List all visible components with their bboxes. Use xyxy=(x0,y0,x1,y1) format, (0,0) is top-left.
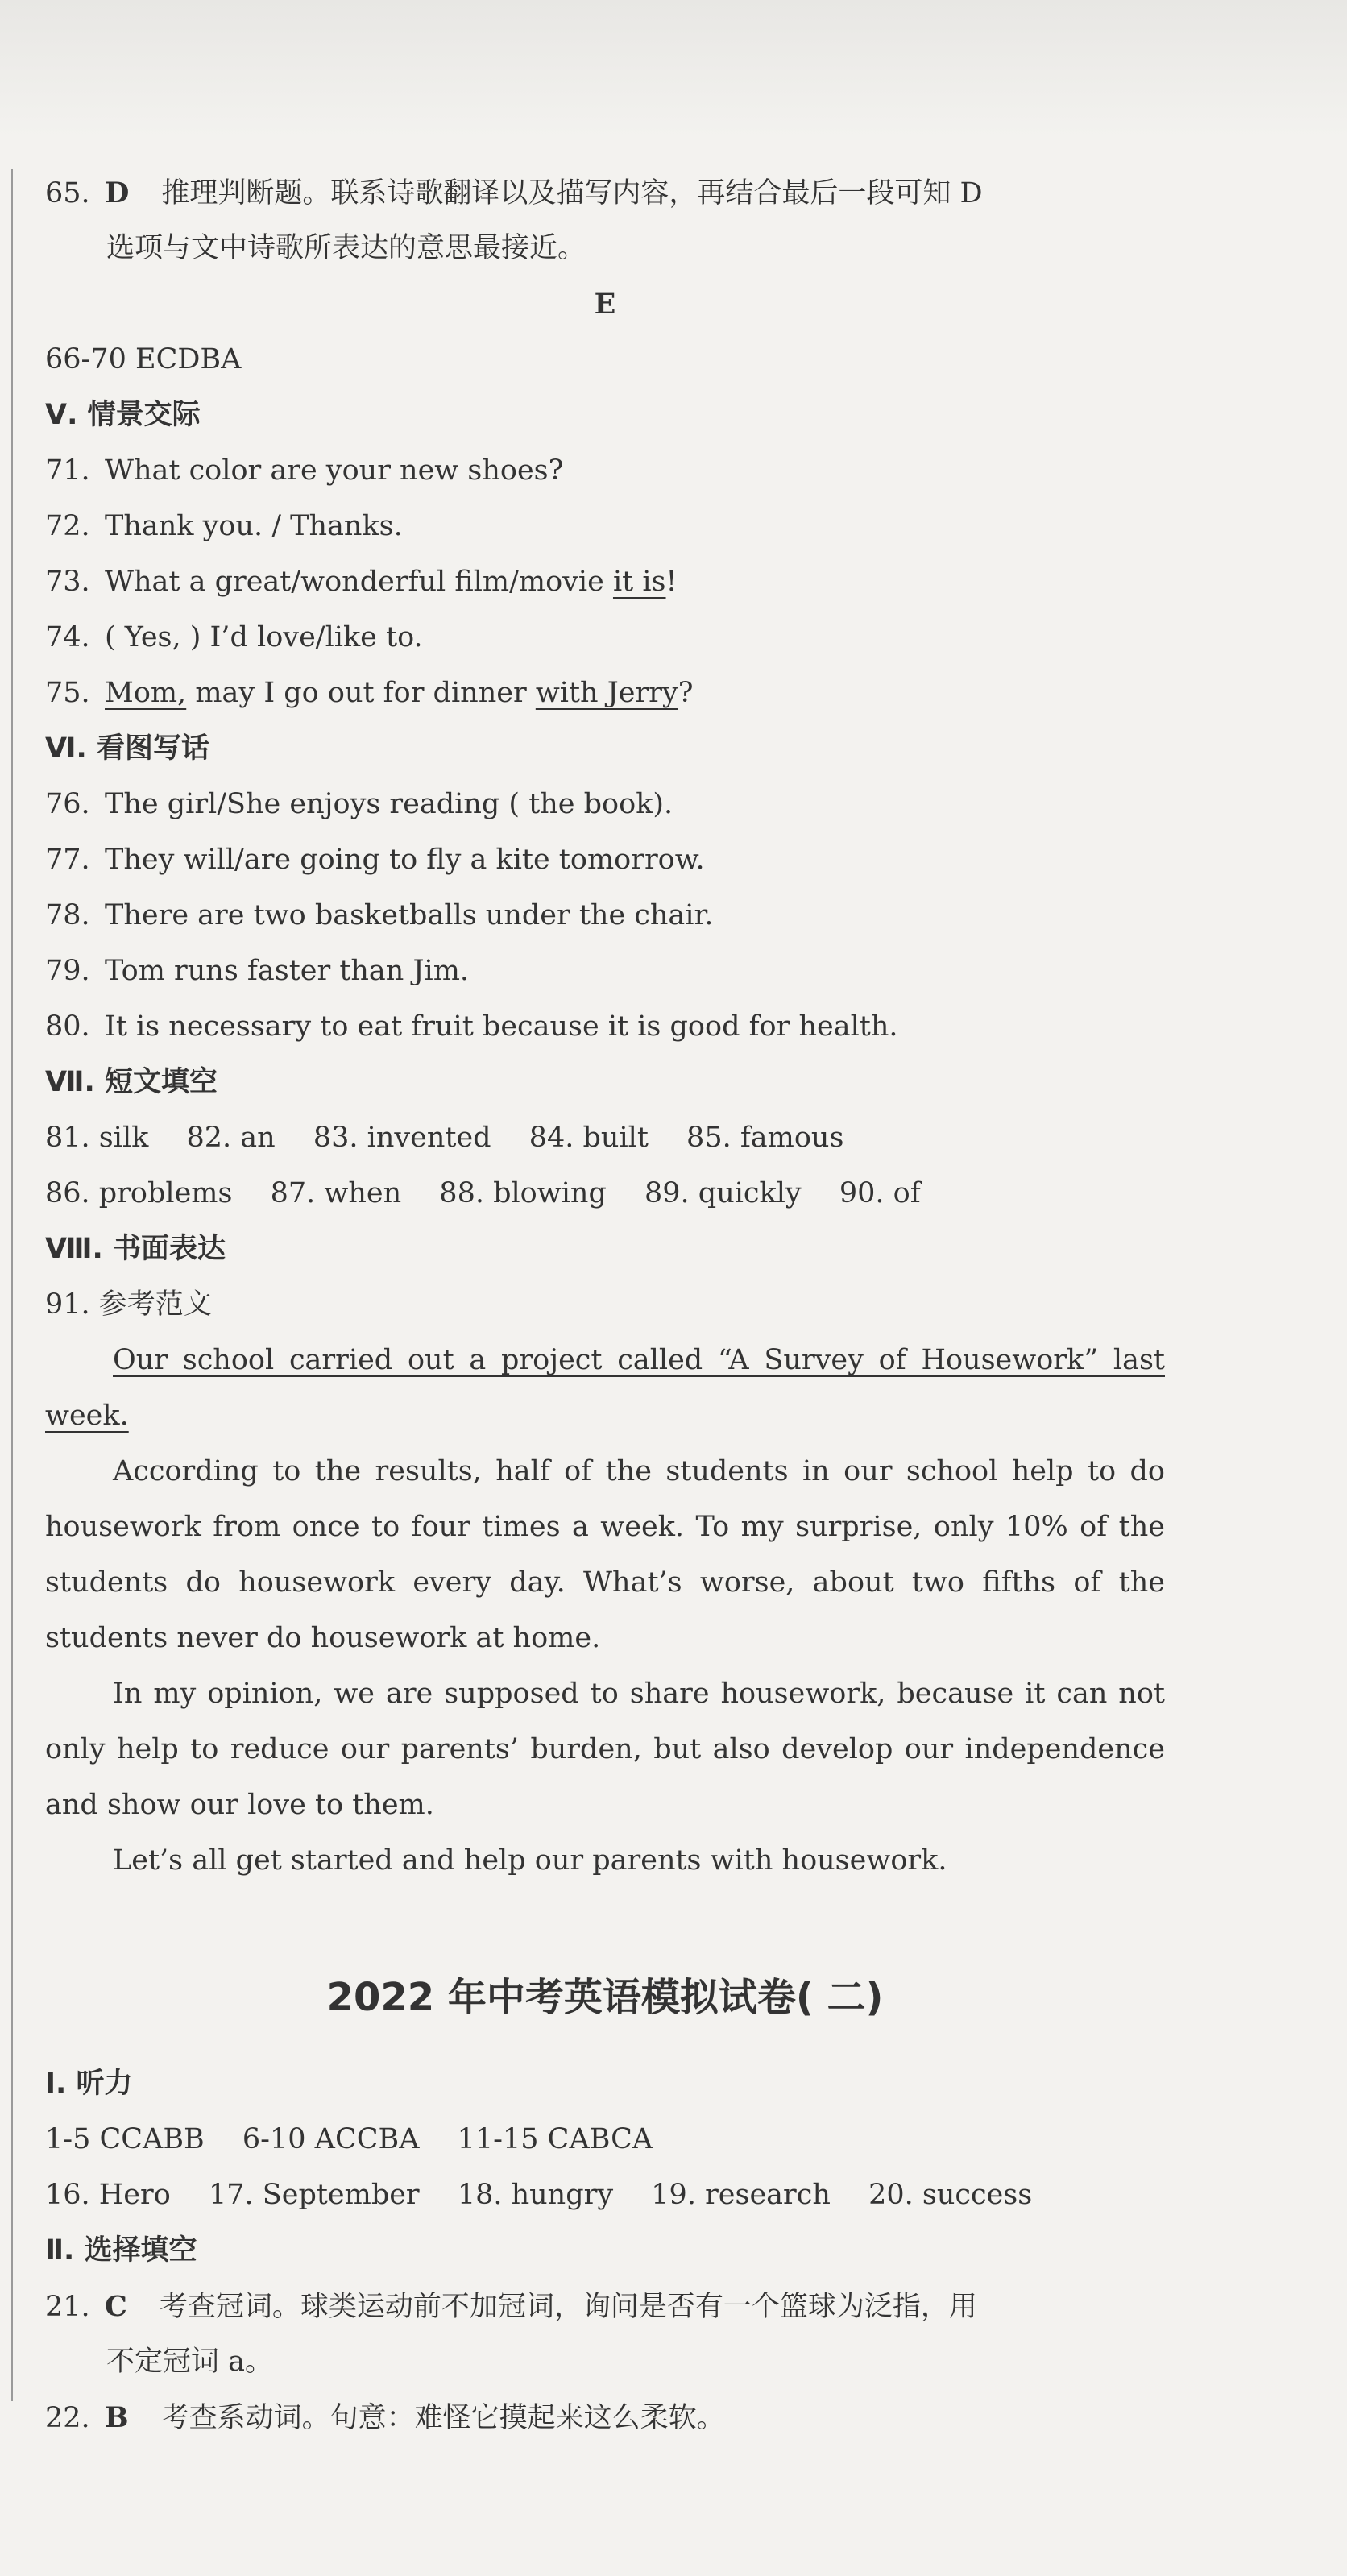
question-number: 21. xyxy=(45,2291,90,2323)
section-8-heading: Ⅷ. 书面表达 xyxy=(45,1233,226,1265)
answer-71 xyxy=(45,443,1165,499)
answer-21 xyxy=(45,2279,1165,2334)
essay-paragraph-4: Let’s all get started and help our parents with housework. xyxy=(113,1844,947,1877)
answer-65 xyxy=(45,165,1165,221)
punctuation: ? xyxy=(678,677,694,709)
answer-72 xyxy=(45,499,1165,554)
question-number: 71. xyxy=(45,454,90,487)
answer-letter: C xyxy=(105,2290,127,2323)
question-number: 65. xyxy=(45,177,90,209)
listening-heading: Ⅰ. 听力 xyxy=(45,2068,133,2100)
answer-item: 87. when xyxy=(270,1177,402,1209)
answer-item: 83. invented xyxy=(313,1122,491,1154)
answer-item: 20. success xyxy=(868,2179,1033,2211)
answer-item: 6-10 ACCBA xyxy=(242,2123,420,2155)
question-number: 72. xyxy=(45,510,90,542)
answer-22 xyxy=(45,2390,1165,2445)
answer-item: 19. research xyxy=(651,2179,831,2211)
answer-75 xyxy=(45,666,1165,721)
sample-essay-label: 91. 参考范文 xyxy=(45,1288,212,1321)
answer-item: 85. famous xyxy=(686,1122,844,1154)
essay-paragraph-3: In my opinion, we are supposed to share housework, because it can not only help to reduce our parents’ burden, but also develop our independence and show our love to them. xyxy=(45,1678,1165,1821)
answer-item: 82. an xyxy=(186,1122,276,1154)
essay-paragraph-1 xyxy=(45,1333,1165,1444)
answer-text: It is necessary to eat fruit because it is good for health. xyxy=(105,1010,898,1043)
scan-top-shadow xyxy=(0,0,1347,137)
answer-73 xyxy=(45,554,1165,610)
answer-item: 16. Hero xyxy=(45,2179,171,2211)
choice-heading: Ⅱ. 选择填空 xyxy=(45,2234,197,2267)
explanation: 推理判断题。联系诗歌翻译以及描写内容，再结合最后一段可知 D xyxy=(161,177,983,209)
question-number: 73. xyxy=(45,566,90,598)
answer-text: There are two basketballs under the chair. xyxy=(105,899,714,931)
underlined-text: Mom, xyxy=(105,677,187,709)
answer-text: ( Yes, ) I’d love/like to. xyxy=(105,621,423,653)
question-number: 79. xyxy=(45,955,90,987)
question-number: 75. xyxy=(45,677,90,709)
section-5-heading: Ⅴ. 情景交际 xyxy=(45,399,201,431)
explanation-cont: 选项与文中诗歌所表达的意思最接近。 xyxy=(106,232,586,264)
answer-text: Thank you. / Thanks. xyxy=(105,510,403,542)
answer-text: What color are your new shoes? xyxy=(105,454,564,487)
answer-78 xyxy=(45,888,1165,944)
essay-paragraph-2: According to the results, half of the students in our school help to do housework from once to four times a week. To my surprise, only 10% of the students do housework every day. What’s worse, about two fifths of the students never do housework at home. xyxy=(45,1455,1165,1654)
explanation-cont: 不定冠词 a。 xyxy=(106,2346,273,2378)
answers-81-85 xyxy=(45,1110,1165,1166)
question-number: 80. xyxy=(45,1010,90,1043)
answer-item: 86. problems xyxy=(45,1177,233,1209)
section-6-heading: Ⅵ. 看图写话 xyxy=(45,732,209,765)
underlined-text: with Jerry xyxy=(535,677,678,709)
answer-65-cont xyxy=(45,221,1165,276)
underlined-topic-sentence: Our school carried out a project called “A Survey of Housework” last week. xyxy=(45,1344,1165,1432)
answer-text: The girl/She enjoys reading ( the book). xyxy=(105,788,674,820)
answer-text: may I go out for dinner xyxy=(186,677,536,709)
margin-rule xyxy=(11,169,13,2401)
answer-item: 81. silk xyxy=(45,1122,149,1154)
answer-content xyxy=(45,165,1165,2445)
answer-text: What a great/wonderful film/movie xyxy=(105,566,613,598)
answer-80 xyxy=(45,999,1165,1055)
answer-item: 11-15 CABCA xyxy=(457,2123,653,2155)
answer-item: 17. September xyxy=(208,2179,420,2211)
question-number: 78. xyxy=(45,899,90,931)
answer-text: They will/are going to fly a kite tomorrow. xyxy=(105,844,705,876)
explanation: 考查冠词。球类运动前不加冠词，询问是否有一个篮球为泛指，用 xyxy=(159,2291,977,2323)
answer-item: 90. of xyxy=(839,1177,921,1209)
answer-item: 84. built xyxy=(528,1122,649,1154)
part-e-answers: 66-70 ECDBA xyxy=(45,343,242,375)
answer-77 xyxy=(45,832,1165,888)
question-number: 77. xyxy=(45,844,90,876)
answer-76 xyxy=(45,777,1165,832)
answer-letter: D xyxy=(105,176,130,209)
answer-74 xyxy=(45,610,1165,666)
question-number: 22. xyxy=(45,2402,90,2434)
part-e-label: E xyxy=(594,288,616,321)
explanation: 考查系动词。句意：难怪它摸起来这么柔软。 xyxy=(160,2402,725,2434)
answer-item: 89. quickly xyxy=(644,1177,802,1209)
section-7-heading: Ⅶ. 短文填空 xyxy=(45,1066,218,1098)
question-number: 74. xyxy=(45,621,90,653)
answer-79 xyxy=(45,944,1165,999)
paper-2-title: 2022 年中考英语模拟试卷( 二) xyxy=(326,1975,884,2020)
listening-answers-16-20 xyxy=(45,2167,1165,2223)
answers-86-90 xyxy=(45,1166,1165,1222)
answer-text: Tom runs faster than Jim. xyxy=(105,955,470,987)
answer-21-cont xyxy=(45,2334,1165,2390)
question-number: 76. xyxy=(45,788,90,820)
listening-answers-1-15 xyxy=(45,2112,1165,2167)
underlined-text: it is xyxy=(612,566,666,598)
punctuation: ! xyxy=(665,566,678,598)
answer-letter: B xyxy=(105,2401,129,2434)
answer-item: 18. hungry xyxy=(457,2179,614,2211)
answer-item: 1-5 CCABB xyxy=(45,2123,205,2155)
answer-item: 88. blowing xyxy=(439,1177,607,1209)
